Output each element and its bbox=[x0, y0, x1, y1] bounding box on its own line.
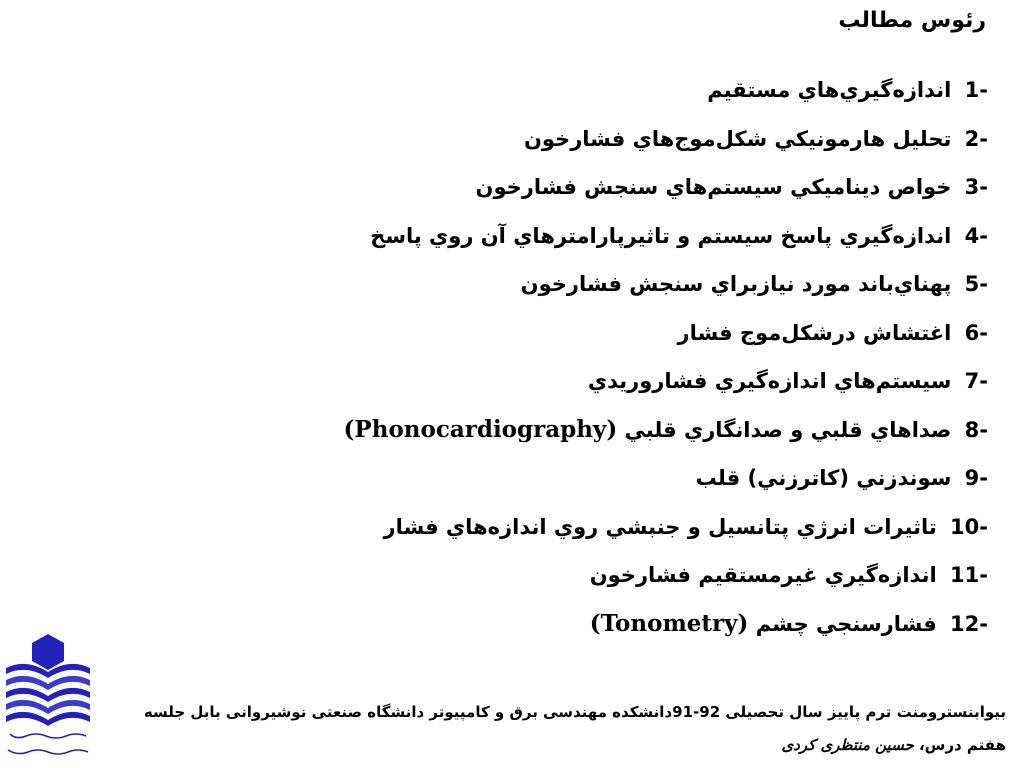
topic-text: اندازه‌گیري‌هاي مستقيم bbox=[707, 78, 952, 102]
topic-item bbox=[288, 551, 988, 600]
topic-latin-term: (Phonocardiography) bbox=[343, 415, 618, 443]
topic-item bbox=[288, 309, 988, 358]
topic-item bbox=[288, 406, 988, 455]
topic-item bbox=[288, 115, 988, 164]
logo-caption-line-2 bbox=[8, 750, 88, 754]
topic-number: 12- bbox=[950, 611, 988, 636]
topic-number: 11- bbox=[950, 563, 988, 587]
footer-session-label: هفتم درس، bbox=[913, 736, 1006, 754]
topic-text: اندازه‌گيري غيرمستقيم فشارخون bbox=[589, 563, 937, 587]
topic-number: 7- bbox=[964, 369, 988, 393]
slide-title: رئوس مطالب bbox=[838, 8, 986, 33]
topic-item bbox=[288, 66, 988, 115]
topic-number: 4- bbox=[964, 223, 988, 248]
topic-text: پهناي‌باند مورد نيازبراي سنجش فشارخون bbox=[520, 272, 952, 296]
topic-text: تاثيرات انرژي پتانسيل و جنبشي روي اندازه‌هاي فشار bbox=[383, 514, 937, 539]
footer-course-info: بيوابنسترومنت ترم پاييز سال تحصيلی 92-91دانشکده مهندسی برق و کامپيوتر دانشگاه صنعتی نوشيروانی بابل جلسه bbox=[143, 703, 1006, 721]
topic-text: خواص ديناميكي سيستم‌هاي سنجش فشارخون bbox=[475, 175, 952, 199]
topic-number: 3- bbox=[964, 175, 988, 199]
footer-session-author bbox=[781, 736, 1006, 754]
topic-item bbox=[288, 163, 988, 212]
topic-number: 6- bbox=[964, 320, 988, 345]
topic-text: سيستم‌هاي اندازه‌گيري فشاروريدي bbox=[587, 369, 952, 393]
university-logo bbox=[2, 628, 94, 764]
topic-text: اغتشاش درشكل‌موج فشار bbox=[677, 320, 952, 345]
topic-number: 1- bbox=[964, 78, 988, 102]
topic-item bbox=[288, 260, 988, 309]
topic-text: صداهاي قلبي و صدانگاري قلبي bbox=[624, 417, 952, 442]
topic-text: سوندزني (كاترزني) قلب bbox=[695, 466, 952, 490]
logo-caption-line-1 bbox=[10, 734, 86, 738]
topic-latin-term: (Tonometry) bbox=[589, 609, 749, 637]
topic-number: 5- bbox=[964, 272, 988, 296]
topic-text: فشارسنجي چشم bbox=[755, 611, 937, 636]
topic-number: 2- bbox=[964, 126, 988, 151]
topic-text: اندازه‌گيري پاسخ سيستم و تاثيرپارامترهاي آن روي پاسخ bbox=[370, 223, 952, 248]
topic-item bbox=[288, 212, 988, 261]
topic-number: 9- bbox=[964, 466, 988, 490]
logo-hexagon bbox=[32, 634, 64, 670]
topic-item bbox=[288, 600, 988, 649]
footer-author-name: حسين منتظری کردی bbox=[781, 736, 914, 754]
topic-number: 8- bbox=[964, 417, 988, 442]
topic-item bbox=[288, 503, 988, 552]
topic-list bbox=[288, 66, 988, 648]
university-book-logo-icon bbox=[2, 628, 94, 764]
topic-item bbox=[288, 357, 988, 406]
topic-number: 10- bbox=[950, 514, 988, 539]
topic-item bbox=[288, 454, 988, 503]
topic-text: تحليل هارمونيكي شكل‌موج‌هاي فشارخون bbox=[523, 126, 952, 151]
